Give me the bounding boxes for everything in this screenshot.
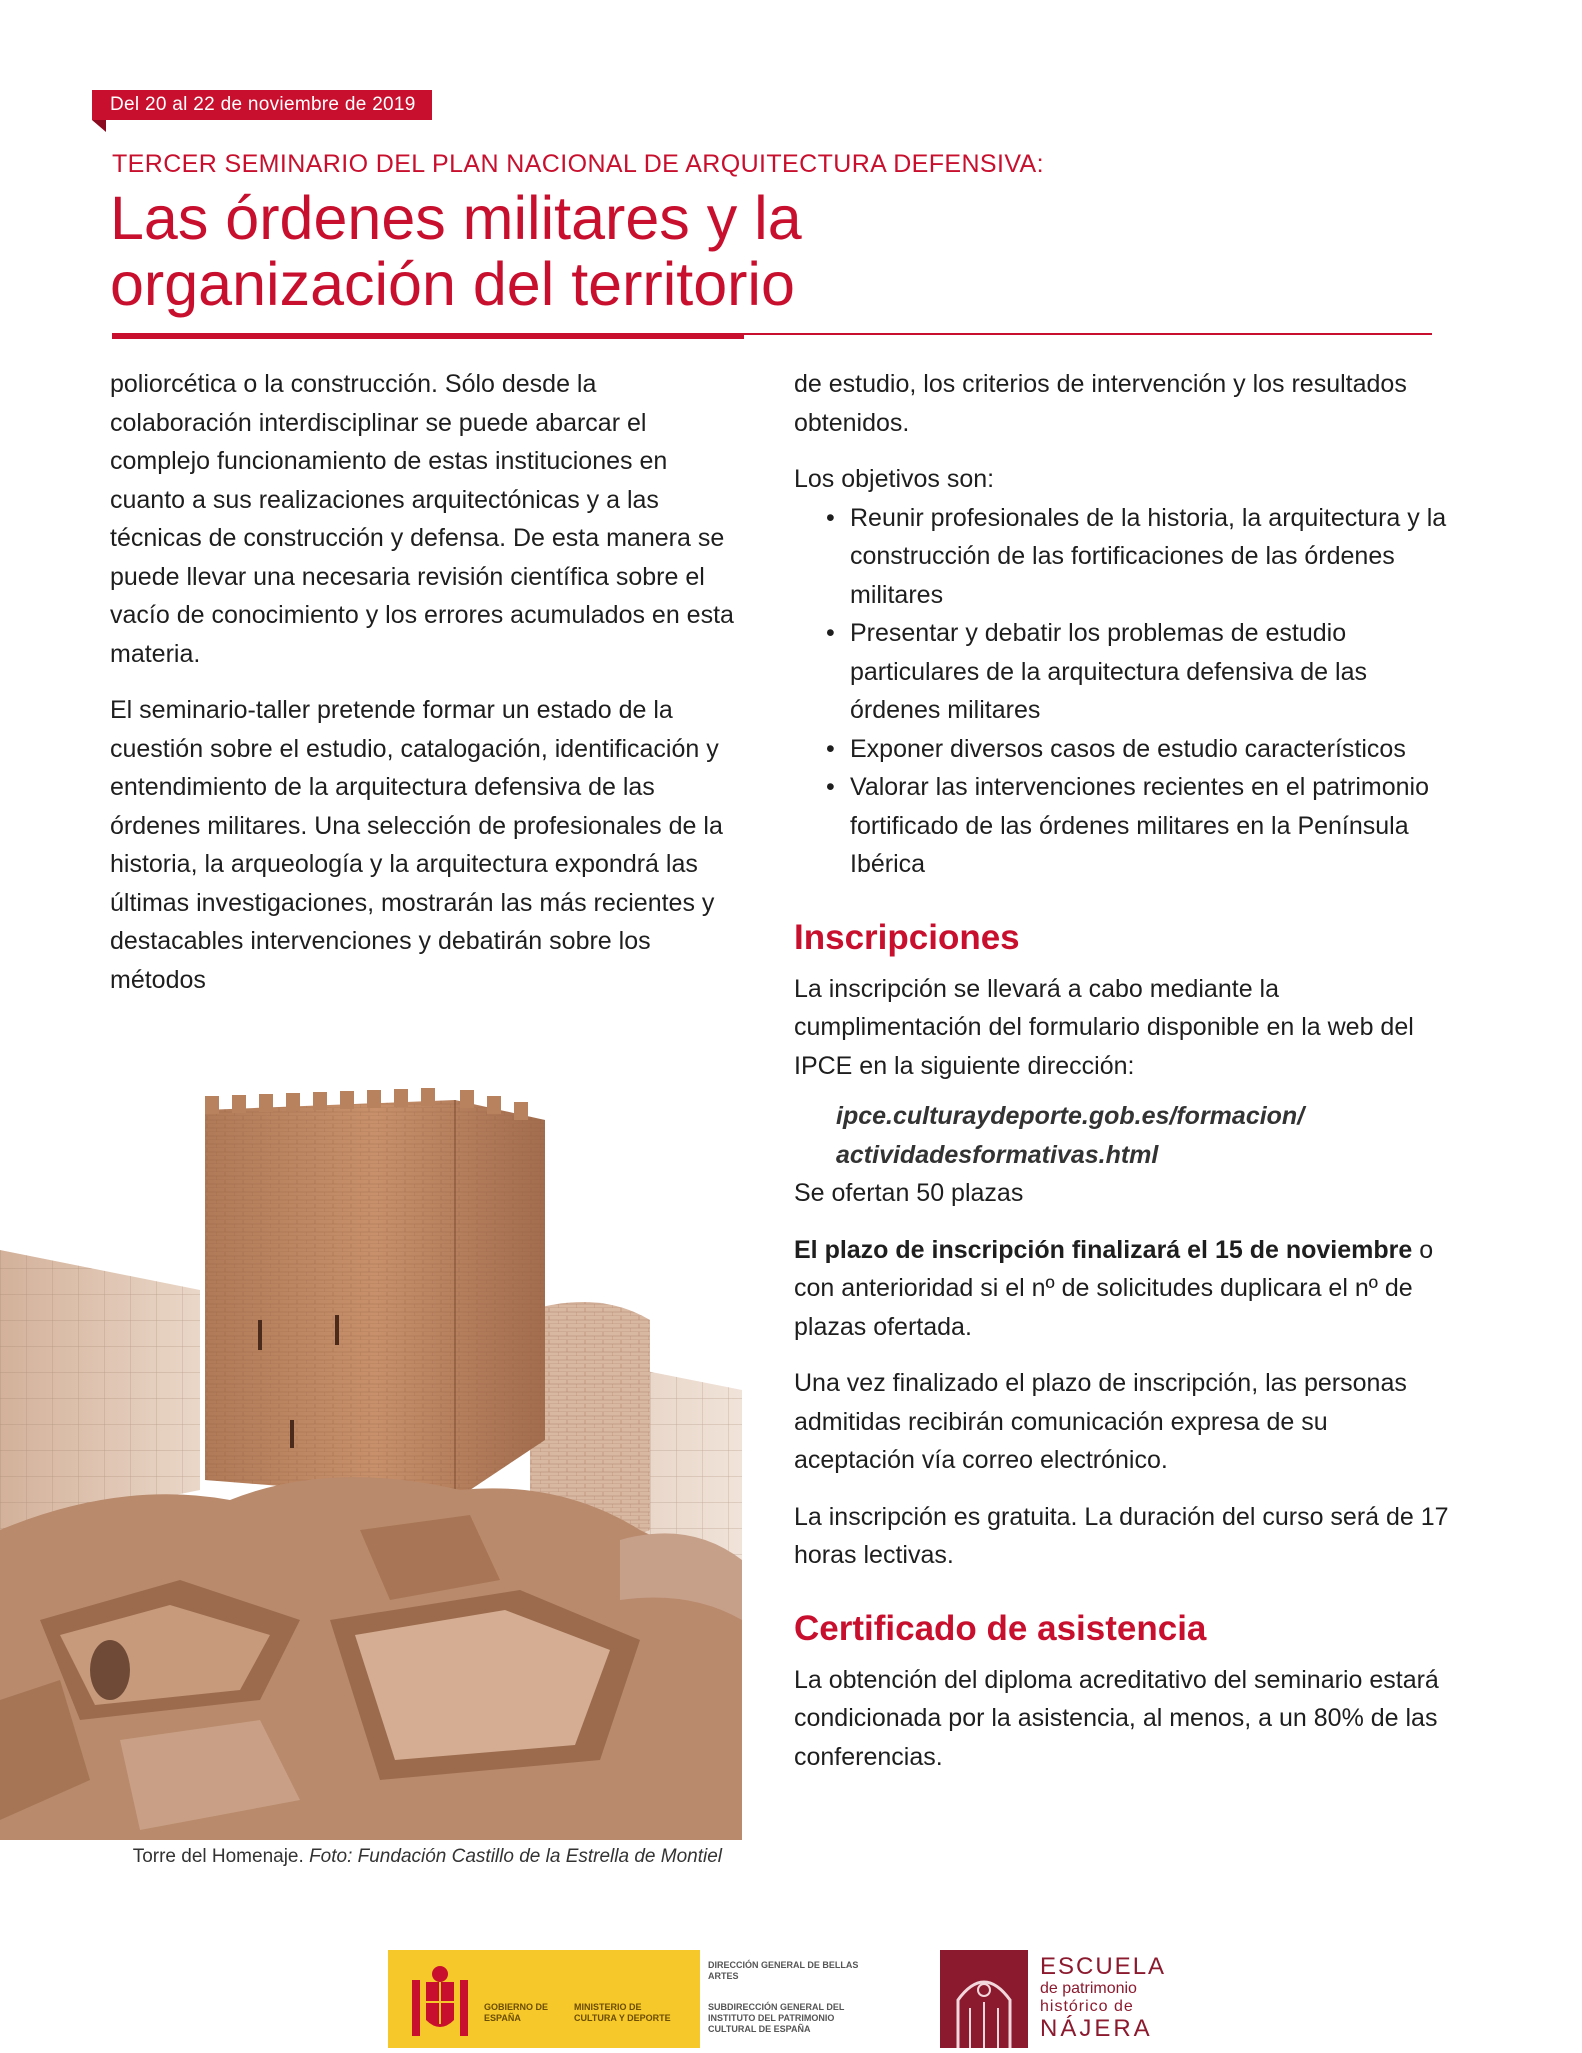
escuela-najera-logo	[940, 1950, 1200, 2048]
photo-caption	[0, 1846, 722, 1868]
left-paragraph-2: El seminario-taller pretende formar un estado de la cuestión sobre el estudio, catalogación, identificación y entendimiento de la arquitectura defensiva de las órdenes militares. Una selección de profesionales de la historia, la arqueología y la arquitectura expondrá las últimas investigaciones, mostrarán las más recientes y destacables intervenciones y debatirán sobre los métodos	[110, 696, 723, 994]
escuela-line-1: ESCUELA	[1040, 1953, 1167, 1980]
title-line-2: organización del territorio	[110, 250, 795, 318]
admitidas-paragraph: Una vez finalizado el plazo de inscripción, las personas admitidas recibirán comunicación expresa de su aceptación vía correo electrónico.	[794, 1369, 1407, 1474]
right-paragraph-continued: de estudio, los criterios de intervención y los resultados obtenidos.	[794, 370, 1407, 437]
deadline-rest: o con anterioridad si el nº de solicitudes duplicara el nº de plazas ofertada.	[794, 1235, 1434, 1341]
government-logo	[388, 1950, 886, 2048]
left-paragraph-1: poliorcética o la construcción. Sólo desde la colaboración interdisciplinar se puede abarcar el complejo funcionamiento de estas instituciones en cuanto a sus realizaciones arquitectónicas y a las técnicas de construcción y defensa. De esta manera se puede llevar una necesaria revisión científica sobre el vacío de conocimiento y los errores acumulados en esta materia.	[110, 370, 734, 668]
objective-item: • Presentar y debatir los problemas de estudio particulares de la arquitectura defensiva de las órdenes militares	[826, 614, 1454, 730]
certificado-paragraph: La obtención del diploma acreditativo del seminario estará condicionada por la asistencia, al menos, a un 80% de las conferencias.	[794, 1665, 1439, 1771]
objective-item: • Valorar las intervenciones recientes en el patrimonio fortificado de las órdenes militares en la Península Ibérica	[826, 768, 1454, 884]
seminar-kicker: TERCER SEMINARIO DEL PLAN NACIONAL DE ARQUITECTURA DEFENSIVA:	[112, 150, 1044, 178]
inscripciones-heading: Inscripciones	[794, 917, 1020, 957]
caption-plain: Torre del Homenaje.	[132, 1846, 310, 1867]
gov-logo-white-panel	[700, 1950, 886, 2048]
gov-text-subdireccion: SUBDIRECCIÓN GENERAL DEL INSTITUTO DEL PATRIMONIO CULTURAL DE ESPAÑA	[708, 2002, 845, 2034]
title-divider-thin	[744, 333, 1432, 335]
title-line-1: Las órdenes militares y la	[110, 184, 802, 252]
gratuita-paragraph: La inscripción es gratuita. La duración del curso será de 17 horas lectivas.	[794, 1502, 1449, 1569]
registration-url-line-1[interactable]: ipce.culturaydeporte.gob.es/formacion/	[836, 1102, 1305, 1130]
title-divider-thick	[112, 333, 744, 339]
registration-url[interactable]	[794, 1097, 1454, 1174]
coat-of-arms-icon	[406, 1962, 474, 2046]
escuela-line-2: de patrimonio	[1040, 1980, 1137, 1997]
escuela-line-3: histórico de	[1040, 1998, 1134, 2015]
caption-credit: Foto: Fundación Castillo de la Estrella de Montiel	[309, 1846, 722, 1867]
castle-illustration	[0, 1060, 742, 1840]
objective-item: • Exponer diversos casos de estudio característicos	[826, 730, 1454, 769]
deadline-bold: El plazo de inscripción finalizará el 15 de noviembre	[794, 1235, 1413, 1264]
date-tab-fold	[92, 120, 106, 132]
escuela-name	[1040, 1954, 1166, 2042]
objectives-intro: Los objetivos son:	[794, 465, 995, 493]
deadline-paragraph	[794, 1231, 1454, 1347]
left-column	[110, 365, 740, 999]
gov-text-direccion: DIRECCIÓN GENERAL DE BELLAS ARTES	[708, 1960, 859, 1981]
objectives-list	[794, 499, 1454, 884]
certificado-heading: Certificado de asistencia	[794, 1608, 1207, 1648]
plazas-text: Se ofertan 50 plazas	[794, 1179, 1024, 1207]
escuela-line-4: NÁJERA	[1040, 2015, 1153, 2042]
date-tab: Del 20 al 22 de noviembre de 2019	[92, 90, 432, 120]
castle-photo	[0, 1060, 742, 1840]
page-title	[110, 185, 1410, 317]
right-column	[794, 365, 1454, 1776]
gov-text-ministerio: MINISTERIO DE CULTURA Y DEPORTE	[574, 2002, 671, 2023]
escuela-mark-icon	[940, 1950, 1028, 2048]
objective-item: • Reunir profesionales de la historia, la arquitectura y la construcción de las fortificaciones de las órdenes militares	[826, 499, 1454, 615]
registration-url-line-2[interactable]: actividadesformativas.html	[836, 1140, 1159, 1169]
inscripciones-paragraph: La inscripción se llevará a cabo mediante la cumplimentación del formulario disponible en la web del IPCE en la siguiente dirección:	[794, 974, 1414, 1080]
gov-text-espana: GOBIERNO DE ESPAÑA	[484, 2002, 549, 2023]
